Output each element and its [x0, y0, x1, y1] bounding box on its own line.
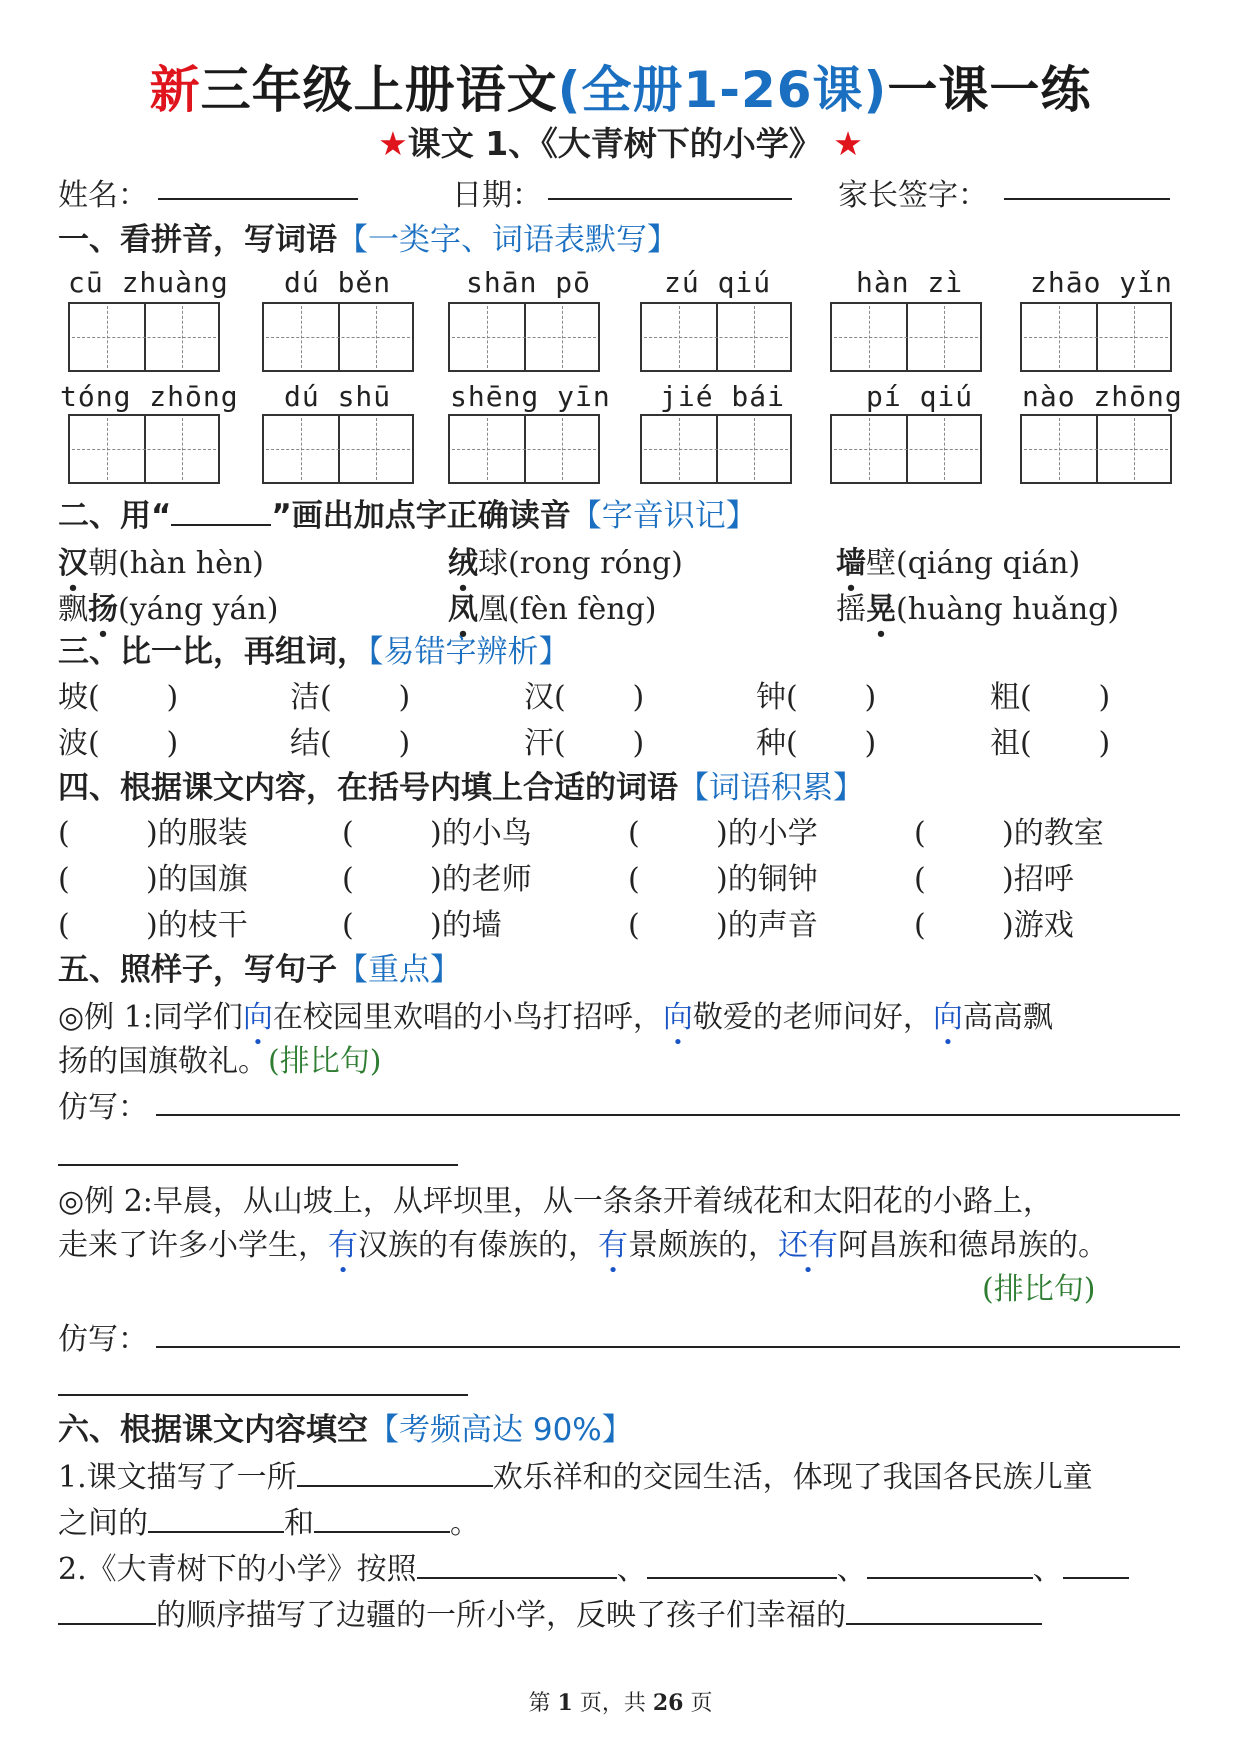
name-field[interactable] — [158, 198, 358, 200]
date-field[interactable] — [548, 198, 792, 200]
pinyin-label: cū zhuàng — [68, 266, 229, 299]
page-number: 第 1 页，共 26 页 — [528, 1690, 713, 1716]
pinyin-label: zú qiú — [664, 266, 772, 299]
section-5-heading: 五、照样子，写句子【重点】 — [58, 952, 461, 988]
writing-grid[interactable] — [448, 414, 600, 484]
pronunciation-item: 绒球(rong róng) — [448, 546, 683, 581]
question-2: 2.《大青树下的小学》按照 、 、 、 — [58, 1544, 1129, 1588]
writing-grid[interactable] — [262, 302, 414, 372]
example-2-text: 走来了许多小学生，有汉族的有傣族的，有景颇族的，还有阿昌族和德昂族的。 — [58, 1228, 1108, 1263]
pinyin-label: shēng yīn — [450, 380, 611, 413]
section-2-heading: 二、用“ ”画出加点字正确读音【字音识记】 — [58, 498, 757, 534]
pinyin-label: dú běn — [284, 266, 392, 299]
pronunciation-item: 凤凰(fèn fèng) — [448, 592, 657, 627]
imitate-label: 仿写： — [58, 1090, 148, 1125]
example-1-text: 扬的国旗敬礼。(排比句) — [58, 1044, 382, 1079]
answer-line[interactable] — [156, 1114, 1180, 1116]
pinyin-label: zhāo yǐn — [1030, 266, 1173, 299]
section-4-heading: 四、根据课文内容，在括号内填上合适的词语【词语积累】 — [58, 770, 864, 806]
fill-blank-phrase: ( )的教室 — [914, 816, 1104, 851]
compare-char: 汉( ) — [524, 680, 645, 715]
fill-blank-phrase: ( )的墙 — [342, 908, 502, 943]
example-1-text: ◎例 1:同学们向在校园里欢唱的小鸟打招呼，向敬爱的老师问好，向高高飘 — [58, 1000, 1053, 1035]
question-2: 的顺序描写了边疆的一所小学，反映了孩子们幸福的 — [58, 1590, 1042, 1634]
parent-sign-label: 家长签字： — [838, 178, 988, 213]
writing-grid[interactable] — [1020, 414, 1172, 484]
sentence-type-note: (排比句) — [982, 1272, 1096, 1307]
fill-blank-phrase: ( )招呼 — [914, 862, 1074, 897]
question-1: 1.课文描写了一所 欢乐祥和的交园生活，体现了我国各民族儿童 — [58, 1460, 1093, 1495]
compare-char: 粗( ) — [990, 680, 1111, 715]
writing-grid[interactable] — [830, 414, 982, 484]
lesson-subtitle: ★课文 1、《大青树下的小学》 ★ — [378, 124, 863, 163]
fill-blank-phrase: ( )的小鸟 — [342, 816, 532, 851]
section-6-heading: 六、根据课文内容填空【考频高达 90%】 — [58, 1412, 633, 1448]
pinyin-label: dú shū — [284, 380, 392, 413]
fill-blank-phrase: ( )的声音 — [628, 908, 818, 943]
pronunciation-item: 摇晃(huàng huǎng) — [836, 592, 1120, 627]
star-icon: ★ — [378, 124, 408, 163]
compare-char: 坡( ) — [58, 680, 179, 715]
compare-char: 汗( ) — [524, 726, 645, 761]
fill-blank-phrase: ( )游戏 — [914, 908, 1074, 943]
name-label: 姓名： — [58, 178, 148, 213]
parent-sign-field[interactable] — [1004, 198, 1170, 200]
writing-grid[interactable] — [830, 302, 982, 372]
page-title: 新三年级上册语文(全册1-26课)一课一练 — [149, 61, 1092, 119]
pinyin-label: pí qiú — [866, 380, 974, 413]
writing-grid[interactable] — [640, 302, 792, 372]
imitate-label: 仿写： — [58, 1322, 148, 1357]
writing-grid[interactable] — [448, 302, 600, 372]
star-icon: ★ — [833, 124, 863, 163]
writing-grid[interactable] — [68, 302, 220, 372]
pronunciation-item: 飘扬(yáng yán) — [58, 592, 279, 627]
example-2-text: ◎例 2:早晨，从山坡上，从坪坝里，从一条条开着绒花和太阳花的小路上， — [58, 1184, 1053, 1219]
fill-blank-phrase: ( )的国旗 — [58, 862, 248, 897]
compare-char: 结( ) — [290, 726, 411, 761]
pronunciation-item: 墙壁(qiáng qián) — [836, 546, 1081, 581]
section-1-heading: 一、看拼音，写词语【一类字、词语表默写】 — [58, 222, 678, 258]
writing-grid[interactable] — [640, 414, 792, 484]
compare-char: 种( ) — [756, 726, 877, 761]
compare-char: 钟( ) — [756, 680, 877, 715]
compare-char: 波( ) — [58, 726, 179, 761]
pinyin-label: hàn zì — [856, 266, 964, 299]
fill-blank-phrase: ( )的小学 — [628, 816, 818, 851]
answer-line[interactable] — [58, 1394, 468, 1396]
date-label: 日期： — [452, 178, 542, 213]
question-1: 之间的 和 。 — [58, 1506, 480, 1541]
pinyin-label: nào zhōng — [1022, 380, 1183, 413]
fill-blank-phrase: ( )的枝干 — [58, 908, 248, 943]
section-3-heading: 三、比一比，再组词，【易错字辨析】 — [58, 634, 570, 670]
fill-blank-phrase: ( )的老师 — [342, 862, 532, 897]
compare-char: 洁( ) — [290, 680, 411, 715]
fill-blank-phrase: ( )的服装 — [58, 816, 248, 851]
pinyin-label: shān pō — [466, 266, 592, 299]
pronunciation-item: 汉朝(hàn hèn) — [58, 546, 264, 581]
writing-grid[interactable] — [1020, 302, 1172, 372]
compare-char: 祖( ) — [990, 726, 1111, 761]
answer-line[interactable] — [156, 1346, 1180, 1348]
writing-grid[interactable] — [262, 414, 414, 484]
answer-line[interactable] — [58, 1164, 458, 1166]
writing-grid[interactable] — [68, 414, 220, 484]
fill-blank-phrase: ( )的铜钟 — [628, 862, 818, 897]
pinyin-label: jié bái — [660, 380, 786, 413]
pinyin-label: tóng zhōng — [60, 380, 239, 413]
